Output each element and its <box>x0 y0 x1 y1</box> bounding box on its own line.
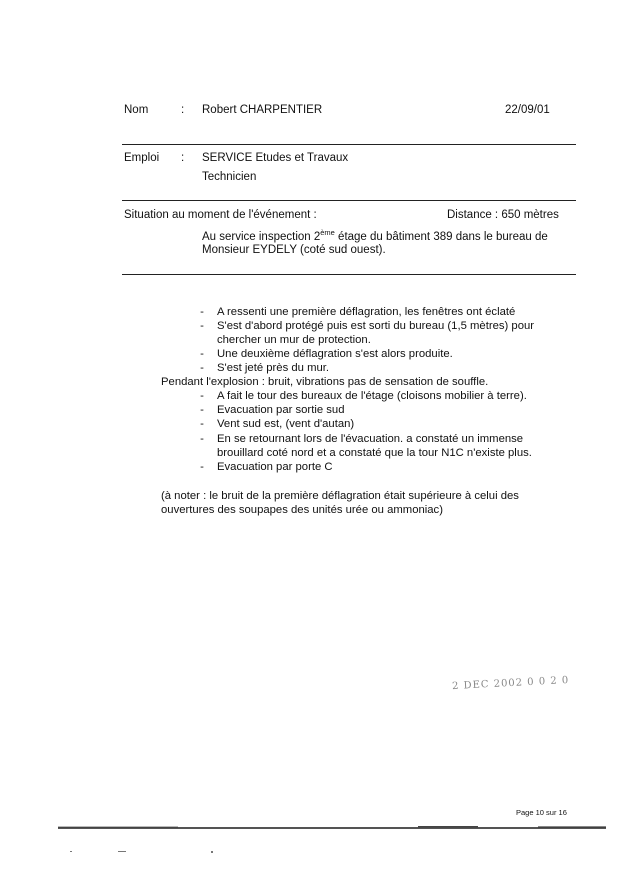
location-line-2: Monsieur EYDELY (coté sud ouest). <box>202 244 386 256</box>
page-number: Page 10 sur 16 <box>516 808 567 817</box>
divider-2 <box>122 200 576 201</box>
scan-artifact-line <box>58 826 606 830</box>
scan-speck <box>118 851 126 852</box>
note-line-1: (à noter : le bruit de la première déflagration était supérieure à celui des <box>161 490 519 502</box>
header-date: 22/09/01 <box>505 104 550 116</box>
scan-speck <box>211 851 213 853</box>
nom-label: Nom <box>124 104 149 116</box>
emploi-line-2: Technicien <box>202 171 257 183</box>
list-item-text: Vent sud est, (vent d'autan) <box>217 418 355 430</box>
list-item-text: Evacuation par porte C <box>217 461 333 473</box>
list-item-text: A fait le tour des bureaux de l'étage (cloisons mobilier à terre). <box>217 390 527 402</box>
list-item-text-cont: brouillard coté nord et a constaté que la tour N1C n'existe plus. <box>217 447 532 459</box>
bullet-dash: - <box>200 320 204 332</box>
list-item-text: Une deuxième déflagration s'est alors produite. <box>217 348 453 360</box>
distance-text: Distance : 650 mètres <box>447 209 559 221</box>
bullet-dash: - <box>200 461 204 473</box>
pendant-line: Pendant l'explosion : bruit, vibrations pas de sensation de souffle. <box>161 376 489 388</box>
received-stamp: 2 DEC 2002 0 0 2 0 <box>451 674 570 693</box>
bullet-dash: - <box>200 306 204 318</box>
nom-colon: : <box>181 104 185 116</box>
location-text-post: étage du bâtiment 389 dans le bureau de <box>334 230 548 243</box>
emploi-colon: : <box>181 152 185 164</box>
list-item-text: En se retournant lors de l'évacuation. a constaté un immense <box>217 433 524 445</box>
note-line-2: ouvertures des soupapes des unités urée ou ammoniac) <box>161 504 443 516</box>
emploi-line-1: SERVICE Etudes et Travaux <box>202 152 349 164</box>
list-item-text-cont: chercher un mur de protection. <box>217 334 371 346</box>
list-item-text: Evacuation par sortie sud <box>217 404 345 416</box>
scan-speck <box>70 851 72 852</box>
bullet-dash: - <box>200 348 204 360</box>
bullet-dash: - <box>200 433 204 445</box>
list-item-text: S'est jeté près du mur. <box>217 362 330 374</box>
bullet-dash: - <box>200 418 204 430</box>
situation-label: Situation au moment de l'événement : <box>124 209 317 221</box>
bullet-dash: - <box>200 404 204 416</box>
emploi-label: Emploi <box>124 152 160 164</box>
location-line-1 <box>202 228 548 243</box>
nom-value: Robert CHARPENTIER <box>202 104 323 116</box>
location-text-pre: Au service inspection 2 <box>202 230 321 243</box>
bullet-dash: - <box>200 362 204 374</box>
location-superscript: ème <box>320 228 335 237</box>
divider-3 <box>122 274 576 275</box>
bullet-dash: - <box>200 390 204 402</box>
list-item-text: A ressenti une première déflagration, les fenêtres ont éclaté <box>217 306 516 318</box>
list-item-text: S'est d'abord protégé puis est sorti du bureau (1,5 mètres) pour <box>217 320 535 332</box>
divider-1 <box>122 144 576 145</box>
